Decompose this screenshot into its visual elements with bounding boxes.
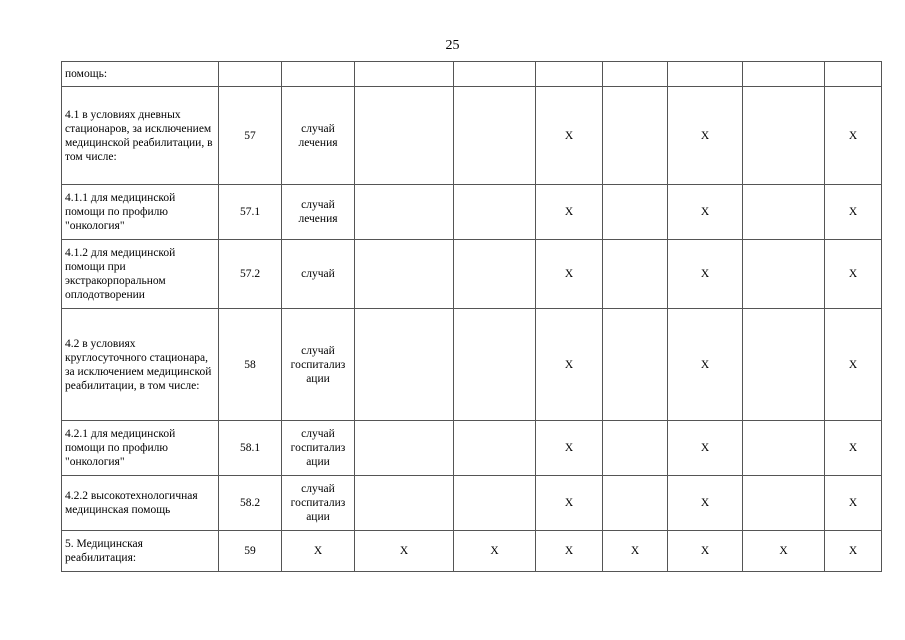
row-name-cell: 4.1 в условиях дневных стационаров, за исключением медицинской реабилитации, в том числе: — [62, 87, 219, 185]
value-cell: X — [825, 531, 882, 572]
value-cell — [355, 62, 454, 87]
table-row — [62, 309, 882, 421]
value-cell: X — [668, 531, 743, 572]
value-cell: X — [668, 421, 743, 476]
value-cell: X — [536, 531, 603, 572]
value-cell — [743, 421, 825, 476]
value-cell: X — [536, 240, 603, 309]
table-row — [62, 185, 882, 240]
value-cell: X — [825, 421, 882, 476]
row-name-cell: помощь: — [62, 62, 219, 87]
value-cell — [743, 309, 825, 421]
value-cell: X — [454, 531, 536, 572]
table-row — [62, 240, 882, 309]
row-name-cell: 4.2.1 для медицинской помощи по профилю "онкология" — [62, 421, 219, 476]
value-cell: X — [668, 240, 743, 309]
row-number-cell: 58.2 — [219, 476, 282, 531]
value-cell — [603, 87, 668, 185]
value-cell — [603, 309, 668, 421]
value-cell: X — [603, 531, 668, 572]
value-cell — [454, 476, 536, 531]
value-cell — [355, 87, 454, 185]
unit-cell: случай госпитализ ации — [282, 476, 355, 531]
value-cell: X — [668, 476, 743, 531]
table-row — [62, 421, 882, 476]
value-cell — [603, 421, 668, 476]
value-cell — [603, 476, 668, 531]
value-cell: X — [668, 87, 743, 185]
unit-cell: случай госпитализ ации — [282, 309, 355, 421]
value-cell — [603, 62, 668, 87]
table-row — [62, 87, 882, 185]
unit-cell: случай — [282, 240, 355, 309]
value-cell: X — [536, 309, 603, 421]
value-cell — [454, 309, 536, 421]
value-cell: X — [668, 185, 743, 240]
value-cell: X — [825, 309, 882, 421]
value-cell — [454, 87, 536, 185]
value-cell — [743, 87, 825, 185]
unit-cell: случай лечения — [282, 185, 355, 240]
row-number-cell: 57.2 — [219, 240, 282, 309]
unit-cell: X — [282, 531, 355, 572]
unit-cell: случай госпитализ ации — [282, 421, 355, 476]
value-cell: X — [536, 87, 603, 185]
value-cell: X — [536, 421, 603, 476]
value-cell — [825, 62, 882, 87]
row-number-cell: 59 — [219, 531, 282, 572]
table-row — [62, 531, 882, 572]
value-cell: X — [668, 309, 743, 421]
value-cell — [603, 240, 668, 309]
value-cell — [454, 421, 536, 476]
value-cell — [355, 185, 454, 240]
row-number-cell: 58.1 — [219, 421, 282, 476]
value-cell — [603, 185, 668, 240]
value-cell — [536, 62, 603, 87]
value-cell — [668, 62, 743, 87]
value-cell — [355, 421, 454, 476]
value-cell: X — [355, 531, 454, 572]
row-name-cell: 4.1.2 для медицинской помощи при экстракорпоральном оплодотворении — [62, 240, 219, 309]
table-row — [62, 476, 882, 531]
value-cell: X — [825, 87, 882, 185]
row-name-cell: 4.2.2 высокотехнологичная медицинская помощь — [62, 476, 219, 531]
value-cell — [355, 240, 454, 309]
unit-cell — [282, 62, 355, 87]
value-cell: X — [825, 185, 882, 240]
value-cell — [355, 309, 454, 421]
unit-cell: случай лечения — [282, 87, 355, 185]
row-number-cell — [219, 62, 282, 87]
row-name-cell: 4.1.1 для медицинской помощи по профилю "онкология" — [62, 185, 219, 240]
table-row — [62, 62, 882, 87]
row-number-cell: 57.1 — [219, 185, 282, 240]
data-table — [61, 61, 882, 572]
value-cell: X — [825, 476, 882, 531]
value-cell — [743, 185, 825, 240]
value-cell — [355, 476, 454, 531]
row-name-cell: 5. Медицинская реабилитация: — [62, 531, 219, 572]
value-cell: X — [536, 476, 603, 531]
value-cell — [743, 240, 825, 309]
value-cell: X — [536, 185, 603, 240]
value-cell — [454, 240, 536, 309]
page-number: 25 — [445, 38, 460, 53]
value-cell — [454, 62, 536, 87]
row-name-cell: 4.2 в условиях круглосуточного стационара, за исключением медицинской реабилитации, в том числе: — [62, 309, 219, 421]
value-cell — [743, 476, 825, 531]
row-number-cell: 57 — [219, 87, 282, 185]
row-number-cell: 58 — [219, 309, 282, 421]
value-cell: X — [825, 240, 882, 309]
value-cell — [743, 62, 825, 87]
value-cell: X — [743, 531, 825, 572]
value-cell — [454, 185, 536, 240]
